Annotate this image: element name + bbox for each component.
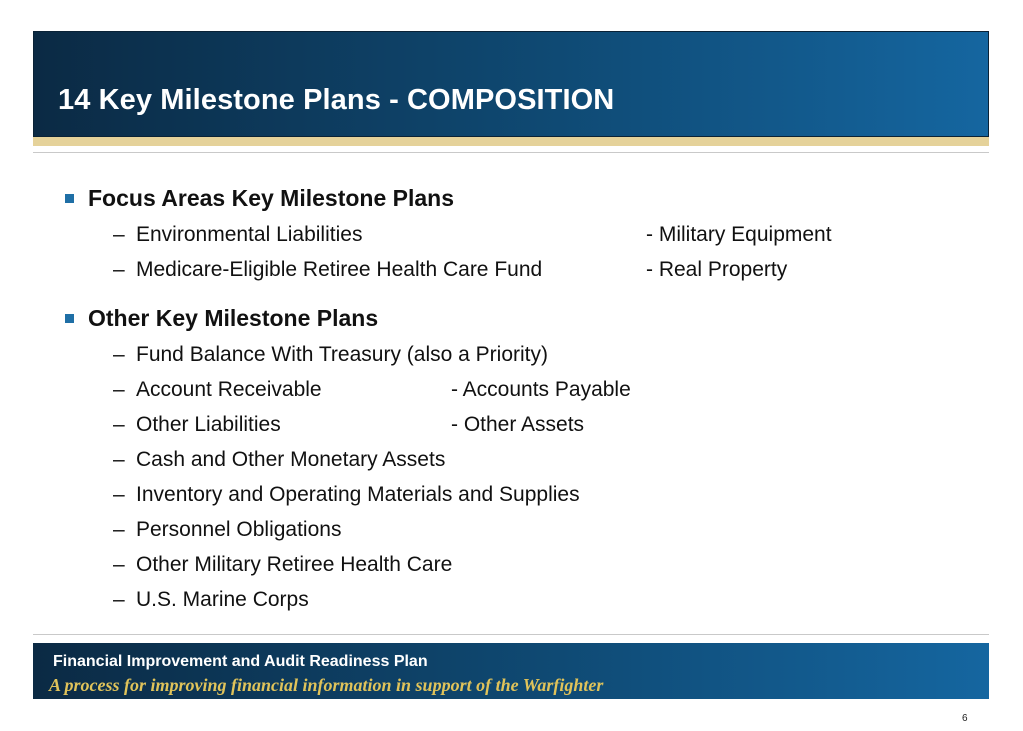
list-item-label: Cash and Other Monetary Assets [136,448,446,471]
page-number: 6 [962,713,968,724]
dash-bullet: – [113,518,125,541]
list-item-label: Account Receivable [136,378,322,401]
section-heading-other: Other Key Milestone Plans [88,305,379,331]
list-item-paired-label: - Military Equipment [646,223,832,246]
square-bullet-icon [65,194,74,203]
list-item-label: Personnel Obligations [136,518,342,541]
dash-bullet: – [113,553,125,576]
list-item-label: Environmental Liabilities [136,223,363,246]
list-item-label: Fund Balance With Treasury (also a Priority) [136,343,548,366]
list-item-label: Other Liabilities [136,413,281,436]
footer-banner [33,643,989,699]
square-bullet-icon [65,314,74,323]
dash-bullet: – [113,223,125,246]
dash-bullet: – [113,483,125,506]
dash-bullet: – [113,448,125,471]
list-item-label: Other Military Retiree Health Care [136,553,453,576]
dash-bullet: – [113,588,125,611]
list-item-paired-label: - Other Assets [451,413,585,436]
list-item-paired-label: - Accounts Payable [451,378,631,401]
dash-bullet: – [113,258,125,281]
section-heading-focus: Focus Areas Key Milestone Plans [88,185,455,211]
list-item-label: Medicare-Eligible Retiree Health Care Fund [136,258,543,281]
slide-title: 14 Key Milestone Plans - COMPOSITION [58,84,615,116]
dash-bullet: – [113,343,125,366]
dash-bullet: – [113,413,125,436]
dash-bullet: – [113,378,125,401]
footer-tagline: A process for improving financial information in support of the Warfighter [49,675,604,695]
footer-divider [33,634,989,635]
footer-title: Financial Improvement and Audit Readiness Plan [53,653,428,670]
list-item-paired-label: - Real Property [646,258,788,281]
list-item-label: Inventory and Operating Materials and Supplies [136,483,580,506]
list-item-label: U.S. Marine Corps [136,588,309,611]
